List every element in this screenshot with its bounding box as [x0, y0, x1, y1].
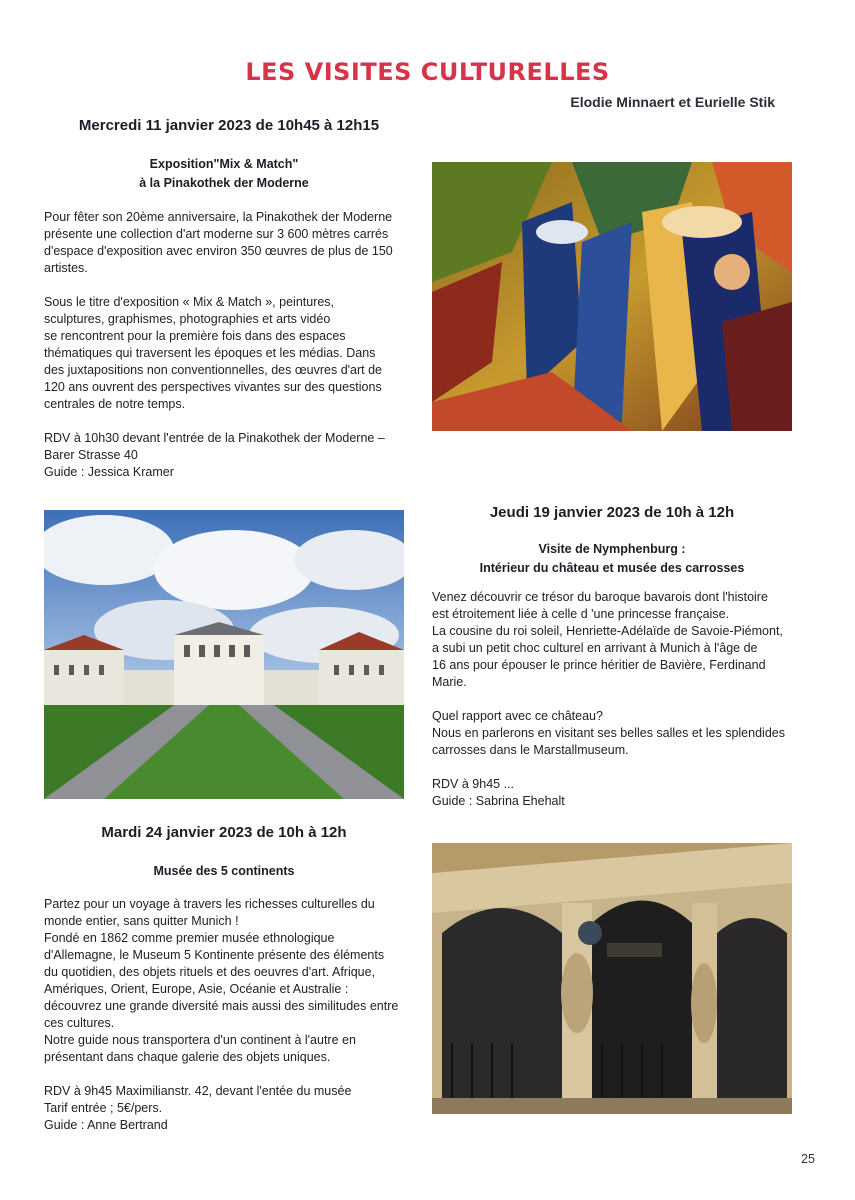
visit1-subtitle-line1: Exposition"Mix & Match"	[149, 157, 299, 171]
text-line: présente une collection d'art moderne sur 3 600 mètres carrés	[44, 227, 389, 241]
visit2-date: Jeudi 19 janvier 2023 de 10h à 12h	[489, 504, 735, 521]
text-line: RDV à 10h30 devant l'entrée de la Pinakothek der Moderne –	[44, 431, 385, 445]
text-line: d'espace d'exposition avec environ 350 œuvres de plus de 150	[44, 244, 393, 258]
page-number: 25	[801, 1152, 815, 1166]
visit3-date: Mardi 24 janvier 2023 de 10h à 12h	[101, 824, 347, 841]
visit3-subtitle: Musée des 5 continents	[153, 864, 295, 878]
text-line: Partez pour un voyage à travers les richesses culturelles du	[44, 897, 375, 911]
text-line: se rencontrent pour la première fois dans des espaces	[44, 329, 346, 343]
painting-image	[432, 162, 792, 431]
visit1-subtitle	[44, 155, 404, 193]
text-line: des juxtapositions non conventionnelles, des œuvres d'art de	[44, 363, 383, 377]
text-line: Marie.	[432, 675, 467, 689]
text-line: Tarif entrée ; 5€/pers.	[44, 1101, 163, 1115]
text-line: Barer Strasse 40	[44, 448, 138, 462]
visit2-para2	[432, 708, 802, 759]
visit1-body	[44, 209, 414, 481]
text-line: a subi un petit choc culturel en arrivant à Munich à l'âge de	[432, 641, 758, 655]
text-line: centrales de notre temps.	[44, 397, 186, 411]
text-line: découvrez une grande diversité mais aussi des similitudes entre	[44, 999, 399, 1013]
text-line: ces cultures.	[44, 1016, 115, 1030]
text-line: RDV à 9h45 Maximilianstr. 42, devant l'entée du musée	[44, 1084, 352, 1098]
text-line: Guide : Jessica Kramer	[44, 465, 174, 479]
text-line: d'Allemagne, le Museum 5 Kontinente présente des éléments	[44, 948, 385, 962]
text-line: Amériques, Orient, Europe, Asie, Océanie et Australie :	[44, 982, 349, 996]
visit2-para3	[432, 776, 802, 810]
visit2-body	[432, 589, 802, 810]
text-line: Notre guide nous transportera d'un continent à l'autre en	[44, 1033, 356, 1047]
text-line: Guide : Anne Bertrand	[44, 1118, 168, 1132]
text-line: est étroitement liée à celle d 'une princesse française.	[432, 607, 729, 621]
page-title: LES VISITES CULTURELLES	[245, 58, 610, 86]
text-line: 16 ans pour épouser le prince héritier de Bavière, Ferdinand	[432, 658, 766, 672]
text-line: Guide : Sabrina Ehehalt	[432, 794, 565, 808]
visit1-date: Mercredi 11 janvier 2023 de 10h45 à 12h15	[78, 117, 380, 134]
text-line: Fondé en 1862 comme premier musée ethnologique	[44, 931, 335, 945]
visit2-para1	[432, 589, 802, 691]
palace-photo	[44, 510, 404, 799]
text-line: monde entier, sans quitter Munich !	[44, 914, 239, 928]
visit2-subtitle-line1: Visite de Nymphenburg :	[538, 542, 686, 556]
text-line: 120 ans ouvrent des perspectives vivantes sur des questions	[44, 380, 382, 394]
visit3-body	[44, 896, 414, 1134]
museum-facade-photo	[432, 843, 792, 1114]
text-line: Venez découvrir ce trésor du baroque bavarois dont l'histoire	[432, 590, 768, 604]
text-line: thématiques qui traversent les époques et les médias. Dans	[44, 346, 376, 360]
visit1-para3	[44, 430, 414, 481]
visit3-para2	[44, 1083, 414, 1134]
text-line: Pour fêter son 20ème anniversaire, la Pinakothek der Moderne	[44, 210, 393, 224]
text-line: Sous le titre d'exposition « Mix & Match », peintures,	[44, 295, 335, 309]
text-line: Nous en parlerons en visitant ses belles salles et les splendides	[432, 726, 785, 740]
visit1-para2	[44, 294, 414, 413]
text-line: Quel rapport avec ce château?	[432, 709, 603, 723]
text-line: La cousine du roi soleil, Henriette-Adélaïde de Savoie-Piémont,	[432, 624, 783, 638]
authors: Elodie Minnaert et Eurielle Stik	[570, 94, 775, 110]
visit1-subtitle-line2: à la Pinakothek der Moderne	[139, 176, 309, 190]
text-line: RDV à 9h45 ...	[432, 777, 514, 791]
visit2-subtitle-line2: Intérieur du château et musée des carrosses	[479, 561, 745, 575]
text-line: carrosses dans le Marstallmuseum.	[432, 743, 629, 757]
text-line: présentant dans chaque galerie des objets uniques.	[44, 1050, 331, 1064]
visit3-para1	[44, 896, 414, 1066]
text-line: du quotidien, des objets rituels et des oeuvres d'art. Afrique,	[44, 965, 376, 979]
visit1-para1	[44, 209, 414, 277]
visit2-subtitle	[432, 540, 792, 578]
text-line: sculptures, graphismes, photographies et arts vidéo	[44, 312, 331, 326]
text-line: artistes.	[44, 261, 88, 275]
